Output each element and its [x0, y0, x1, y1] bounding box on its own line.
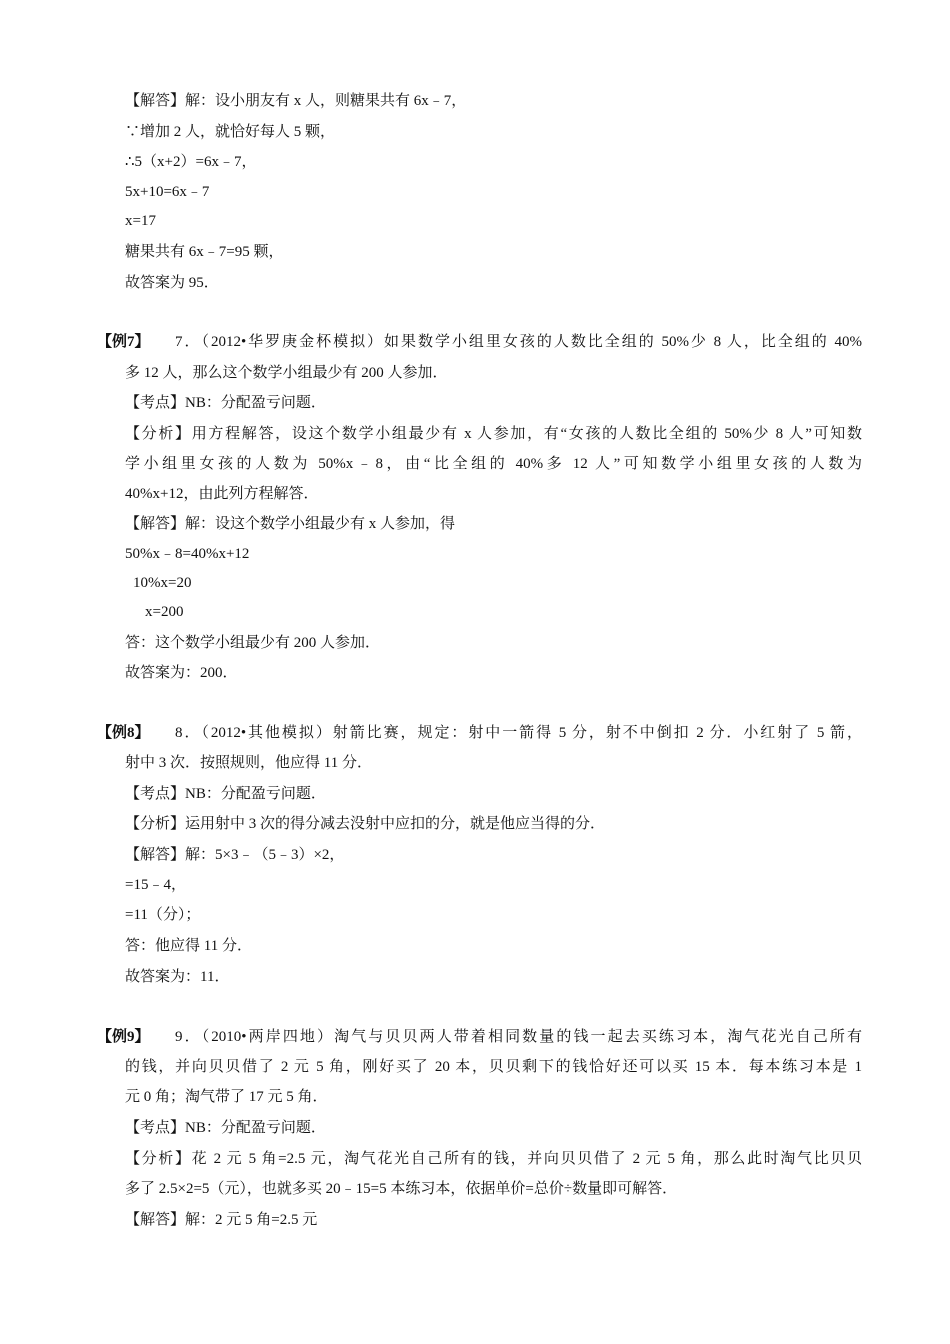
example-label: 【例7】 [97, 334, 150, 350]
solution-line: 答：这个数学小组最少有 200 人参加． [125, 635, 381, 651]
final-answer-line: 故答案为：200． [125, 665, 238, 681]
question-line: 9．（2010•两岸四地）淘气与贝贝两人带着相同数量的钱一起去买练习本，淘气花光自己所有 [175, 1029, 862, 1045]
example-label: 【例8】 [97, 725, 150, 741]
kaodian-line: 【考点】NB：分配盈亏问题． [125, 395, 326, 411]
analysis-line: 【分析】运用射中 3 次的得分减去没射中应扣的分，就是他应当得的分． [125, 816, 606, 832]
solution-line: 【解答】解：设这个数学小组最少有 x 人参加，得 [125, 516, 456, 532]
question-line: 的钱，并向贝贝借了 2 元 5 角，刚好买了 20 本，贝贝剩下的钱恰好还可以买 15 本．每本练习本是 1 [125, 1059, 862, 1075]
solution-line: 【解答】解：设小朋友有 x 人，则糖果共有 6x﹣7， [125, 93, 467, 109]
solution-line: x=200 [145, 604, 184, 620]
question-line: 元 0 角；淘气带了 17 元 5 角． [125, 1089, 328, 1105]
question-line: 射中 3 次．按照规则，他应得 11 分． [125, 755, 372, 771]
solution-line: ∴5（x+2）=6x﹣7， [125, 154, 257, 170]
kaodian-line: 【考点】NB：分配盈亏问题． [125, 786, 326, 802]
kaodian-line: 【考点】NB：分配盈亏问题． [125, 1120, 326, 1136]
analysis-line: 多了 2.5×2=5（元），也就多买 20﹣15=5 本练习本，依据单价=总价÷数量即可解答． [125, 1181, 678, 1197]
solution-line: 糖果共有 6x﹣7=95 颗， [125, 244, 284, 260]
solution-line: 10%x=20 [133, 575, 192, 591]
final-answer-line: 故答案为：11． [125, 969, 230, 985]
final-answer-line: 故答案为 95． [125, 275, 219, 291]
solution-line: ∵增加 2 人，就恰好每人 5 颗， [125, 124, 336, 140]
analysis-line: 学小组里女孩的人数为 50%x﹣8，由“比全组的 40%多 12 人”可知数学小组里女孩的人数为 [125, 456, 862, 472]
solution-line: 答：他应得 11 分． [125, 938, 252, 954]
question-line: 8．（2012•其他模拟）射箭比赛，规定：射中一箭得 5 分，射不中倒扣 2 分．小红射了 5 箭， [175, 725, 862, 741]
question-line: 7．（2012•华罗庚金杯模拟）如果数学小组里女孩的人数比全组的 50%少 8 人，比全组的 40% [175, 334, 862, 350]
solution-line: =15﹣4， [125, 877, 186, 893]
solution-line: 5x+10=6x﹣7 [125, 184, 210, 200]
example-label: 【例9】 [97, 1029, 150, 1045]
solution-line: 50%x﹣8=40%x+12 [125, 546, 250, 562]
solution-line: =11（分）； [125, 907, 201, 923]
analysis-line: 40%x+12，由此列方程解答． [125, 486, 319, 502]
solution-line: 【解答】解：2 元 5 角=2.5 元 [125, 1212, 318, 1228]
question-line: 多 12 人，那么这个数学小组最少有 200 人参加． [125, 365, 448, 381]
solution-line: 【解答】解：5×3﹣（5﹣3）×2， [125, 847, 345, 863]
solution-line: x=17 [125, 213, 156, 229]
analysis-line: 【分析】用方程解答，设这个数学小组最少有 x 人参加，有“女孩的人数比全组的 50%少 8 人”可知数 [125, 426, 862, 442]
analysis-line: 【分析】花 2 元 5 角=2.5 元，淘气花光自己所有的钱，并向贝贝借了 2 元 5 角，那么此时淘气比贝贝 [125, 1151, 862, 1167]
